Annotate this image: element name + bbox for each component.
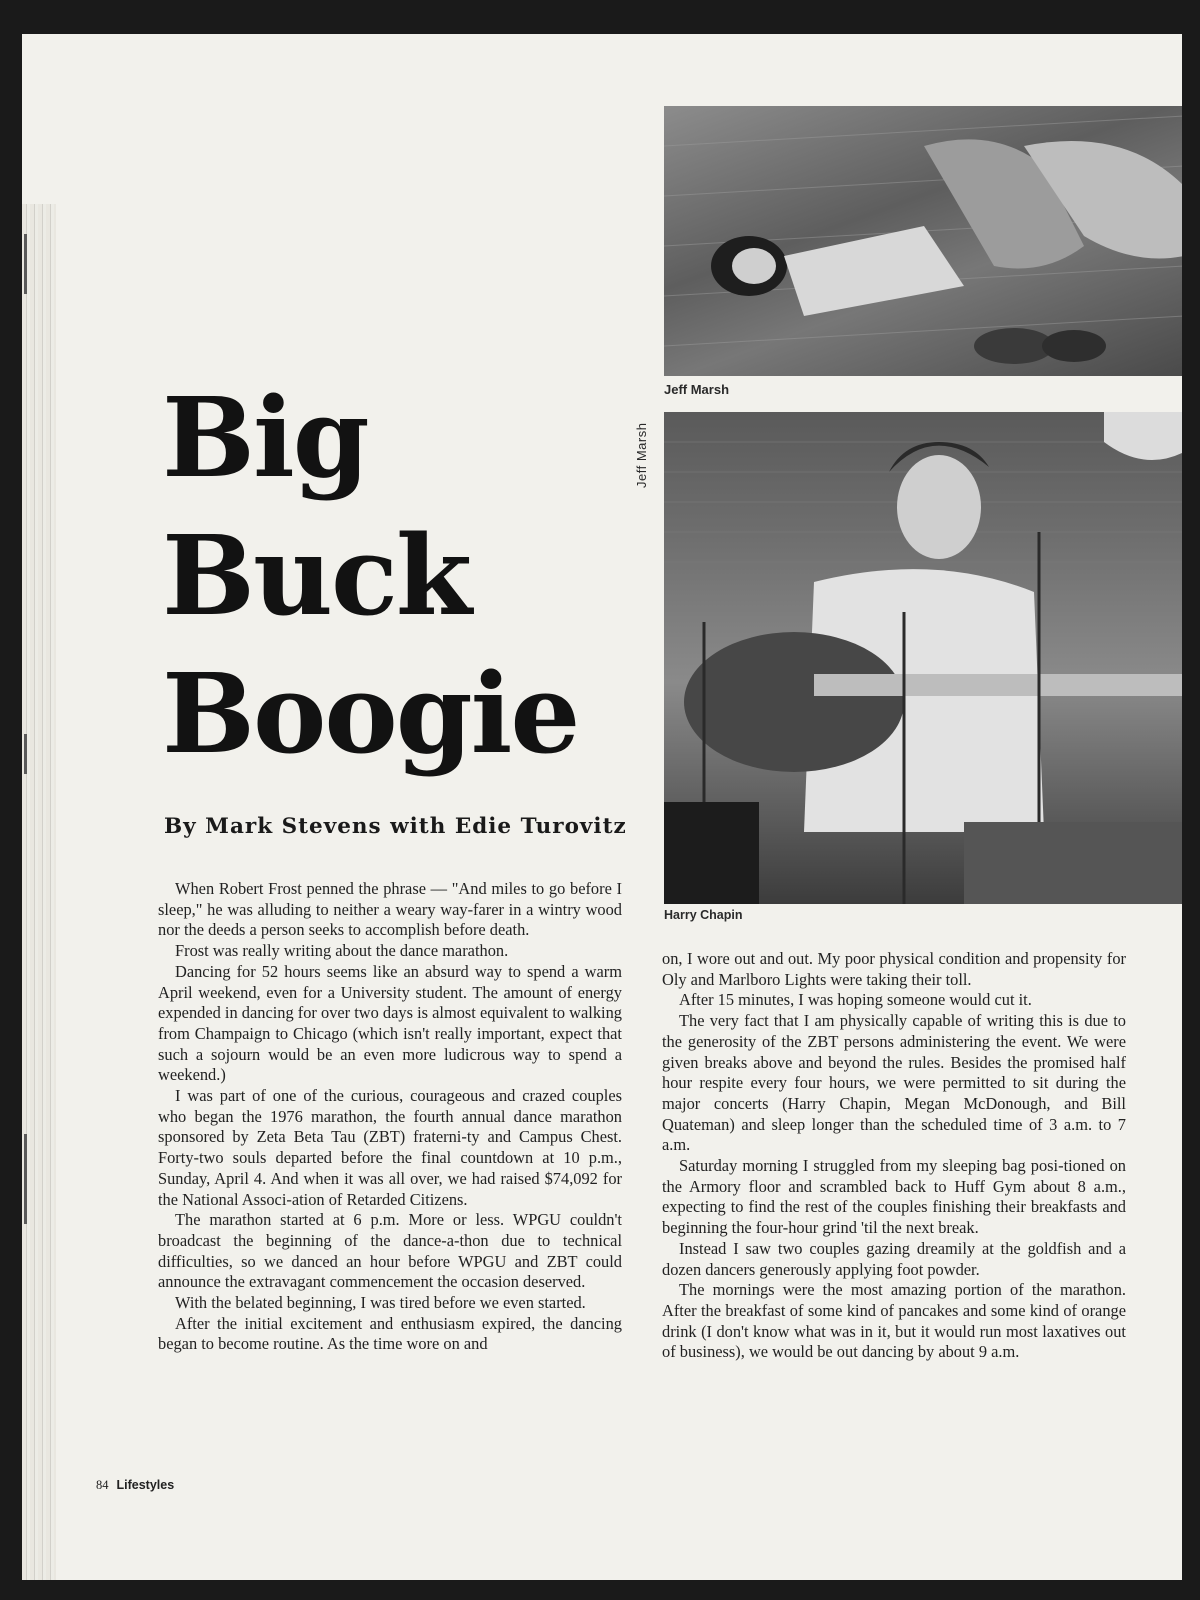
paragraph-continued: on, I wore out and out. My poor physical condition and propensity for Oly and Marlboro Lights were taking their toll. — [662, 949, 1126, 989]
paragraph: With the belated beginning, I was tired before we even started. — [175, 1293, 586, 1313]
photo-credit: Jeff Marsh — [664, 382, 730, 397]
title-line: Big — [162, 373, 368, 502]
article-title — [162, 369, 682, 783]
title-line: Buck — [162, 511, 471, 640]
binding-mark — [24, 734, 27, 774]
paragraph: The mornings were the most amazing portion of the marathon. After the breakfast of some kind of pancakes and some kind of orange drink (I don't know what was in it, but it would run most laxatives out of business), we would be out dancing by about 9 a.m. — [662, 1280, 1126, 1362]
paragraph: Instead I saw two couples gazing dreamily at the goldfish and a dozen dancers generously applying foot powder. — [662, 1238, 1126, 1279]
photo-caption: Harry Chapin — [664, 908, 743, 922]
guitarist-singing-icon — [664, 412, 1182, 904]
paragraph: After 15 minutes, I was hoping someone would cut it. — [679, 990, 1032, 1010]
paragraph: I was part of one of the curious, courageous and crazed couples who began the 1976 marathon, the fourth annual dance marathon sponsored by Zeta Beta Tau (ZBT) fraterni-ty and Campus Chest. Forty-two souls departed before the final countdown at 10 p.m., Sunday, April 4. And when it was all over, we had raised $74,092 for the National Associ-ation of Retarded Citizens. — [158, 1086, 622, 1209]
paragraph: Saturday morning I struggled from my sleeping bag posi-tioned on the Armory floor and scrambled back to Huff Gym about 8 a.m., expecting to find the rest of the couples finishing their breakfasts and beginning the four-hour grind 'til the next break. — [662, 1156, 1126, 1238]
section-name: Lifestyles — [116, 1478, 175, 1492]
page-folio — [96, 1478, 174, 1493]
paragraph: After the initial excitement and enthusiasm expired, the dancing began to become routine. As the time wore on and — [158, 1313, 622, 1354]
photo-dancer-on-floor — [664, 106, 1182, 376]
binding-mark — [24, 1134, 27, 1224]
article-byline: By Mark Stevens with Edie Turovitz — [164, 814, 627, 839]
page-number: 84 — [96, 1478, 109, 1492]
paragraph: The very fact that I am physically capable of writing this is due to the generosity of the ZBT persons administering the event. We were given breaks above and beyond the rules. Besides the promised half hour respite every four hours, we were permitted to sit during the major concerts (Harry Chapin, Megan McDonough, and Bill Quateman) and sleep longer than the scheduled time of 3 a.m. to 7 a.m. — [662, 1011, 1126, 1155]
photo-credit-vertical: Jeff Marsh — [634, 422, 649, 488]
paragraph: Dancing for 52 hours seems like an absurd way to spend a warm April weekend, even for a University student. The amount of energy expended in dancing for over two days is almost equivalent to walking from Champaign to Chicago (which isn't really important, expect that such a sojourn would be an even more ludicrous way to spend a weekend.) — [158, 961, 622, 1085]
title-line: Boogie — [162, 649, 579, 778]
paragraph: Frost was really writing about the dance marathon. — [175, 941, 509, 961]
binding-mark — [24, 234, 27, 294]
article-column-left — [158, 879, 622, 1355]
yearbook-page — [22, 34, 1182, 1580]
paragraph: The marathon started at 6 p.m. More or less. WPGU couldn't broadcast the beginning of the dance-a-thon due to technical difficulties, so we danced an hour before WPGU and ZBT could announce the extravagant commencement the occasion deserved. — [158, 1210, 622, 1292]
paragraph: When Robert Frost penned the phrase — "And miles to go before I sleep," he was alluding to neither a weary way-farer in a wintry wood nor the deeds a person seeks to accomplish before death. — [158, 879, 622, 940]
photo-harry-chapin — [664, 412, 1182, 904]
dancer-lying-on-floor-icon — [664, 106, 1182, 376]
article-column-right — [662, 949, 1126, 1363]
page-edge-stack — [22, 204, 56, 1580]
